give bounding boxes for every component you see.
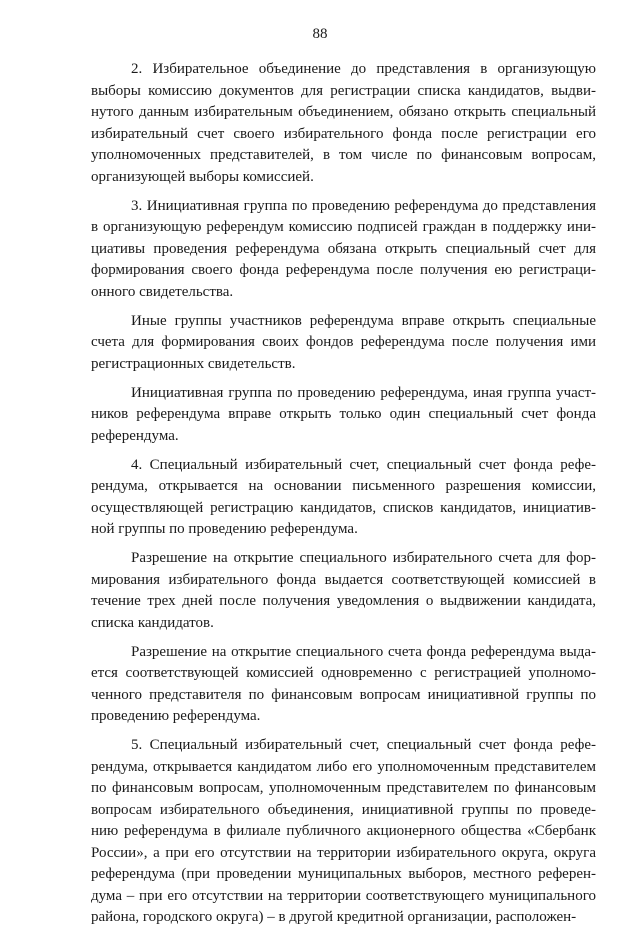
text-line: ется соответствующей комиссией одновременно с регистрацией уполномо- [91, 665, 596, 681]
text-line: России», а при его отсутствии на территории избирательного округа, округа [91, 844, 596, 861]
text-line: нию референдума в филиале публичного акционерного общества «Сбербанк [91, 823, 596, 839]
text-line: избирательный счет своего избирательного фонда после регистрации его [91, 125, 596, 142]
text-line: вопросам избирательного объединения, инициативной группы по проведе- [91, 801, 596, 818]
paragraph [91, 383, 596, 448]
paragraph [91, 59, 596, 188]
text-line: течение трех дней после получения уведомления о выдвижении кандидата, [91, 593, 596, 609]
text-line: нутого данным избирательным объединением, обязано открыть специальный [91, 104, 596, 120]
text-line: формирования своего фонда референдума после получения ею регистраци- [91, 262, 596, 278]
text-line: дума – при его отсутствии на территории соответствующего муниципального [91, 887, 596, 904]
text-line: осуществляющей регистрацию кандидатов, списков кандидатов, инициатив- [91, 499, 596, 516]
paragraph [91, 311, 596, 376]
paragraph [91, 735, 596, 929]
text-line: Иные группы участников референдума вправе открыть специальные [131, 312, 596, 329]
text-line: 2. Избирательное объединение до представления в организующую [131, 61, 596, 77]
text-line: района, городского округа) – в другой кредитной организации, расположен- [91, 909, 577, 925]
text-line: онного свидетельства. [91, 283, 234, 300]
text-line: 5. Специальный избирательный счет, специальный счет фонда рефе- [131, 737, 596, 753]
paragraph [91, 548, 596, 634]
text-line: ной группы по проведению референдума. [91, 521, 358, 537]
text-line: уполномоченных представителей, в том числе по финансовым вопросам, [91, 147, 596, 163]
text-line: по финансовым вопросам, уполномоченным представителем по финансовым [91, 780, 596, 796]
text-line: счета для формирования своих фондов референдума после получения ими [91, 334, 596, 350]
text-line: мирования избирательного фонда выдается соответствующей комиссией в [91, 571, 596, 588]
text-line: ченного представителя по финансовым вопросам инициативной группы по [91, 686, 596, 703]
paragraph [91, 455, 596, 541]
paragraph [91, 196, 596, 304]
text-line: Разрешение на открытие специального счета фонда референдума выда- [131, 643, 596, 660]
body-text [91, 59, 596, 936]
text-line: 4. Специальный избирательный счет, специальный счет фонда рефе- [131, 456, 596, 473]
paragraph [91, 642, 596, 728]
text-line: рендума, открывается на основании письменного разрешения комиссии, [91, 478, 596, 494]
text-line: регистрационных свидетельств. [91, 355, 296, 372]
text-line: референдума. [91, 427, 179, 444]
text-line: циативы проведения референдума обязана открыть специальный счет для [91, 240, 596, 257]
page-number: 88 [312, 26, 328, 42]
text-line: референдума (при проведении муниципальных выборов, местного референ- [91, 866, 596, 882]
text-line: 3. Инициативная группа по проведению референдума до представления [131, 197, 596, 214]
text-line: рендума, открывается кандидатом либо его уполномоченным представителем [91, 758, 596, 775]
text-line: Инициативная группа по проведению референдума, иная группа участ- [131, 384, 596, 401]
text-line: списка кандидатов. [91, 614, 214, 631]
text-line: в организующую референдум комиссию подписей граждан в поддержку ини- [91, 219, 596, 235]
text-line: Разрешение на открытие специального избирательного счета для фор- [131, 550, 596, 566]
text-line: ников референдума вправе открыть только один специальный счет фонда [91, 406, 596, 422]
text-line: организующей выборы комиссией. [91, 168, 314, 185]
text-line: проведению референдума. [91, 708, 261, 724]
text-line: выборы комиссию документов для регистрации списка кандидатов, выдви- [91, 82, 596, 99]
